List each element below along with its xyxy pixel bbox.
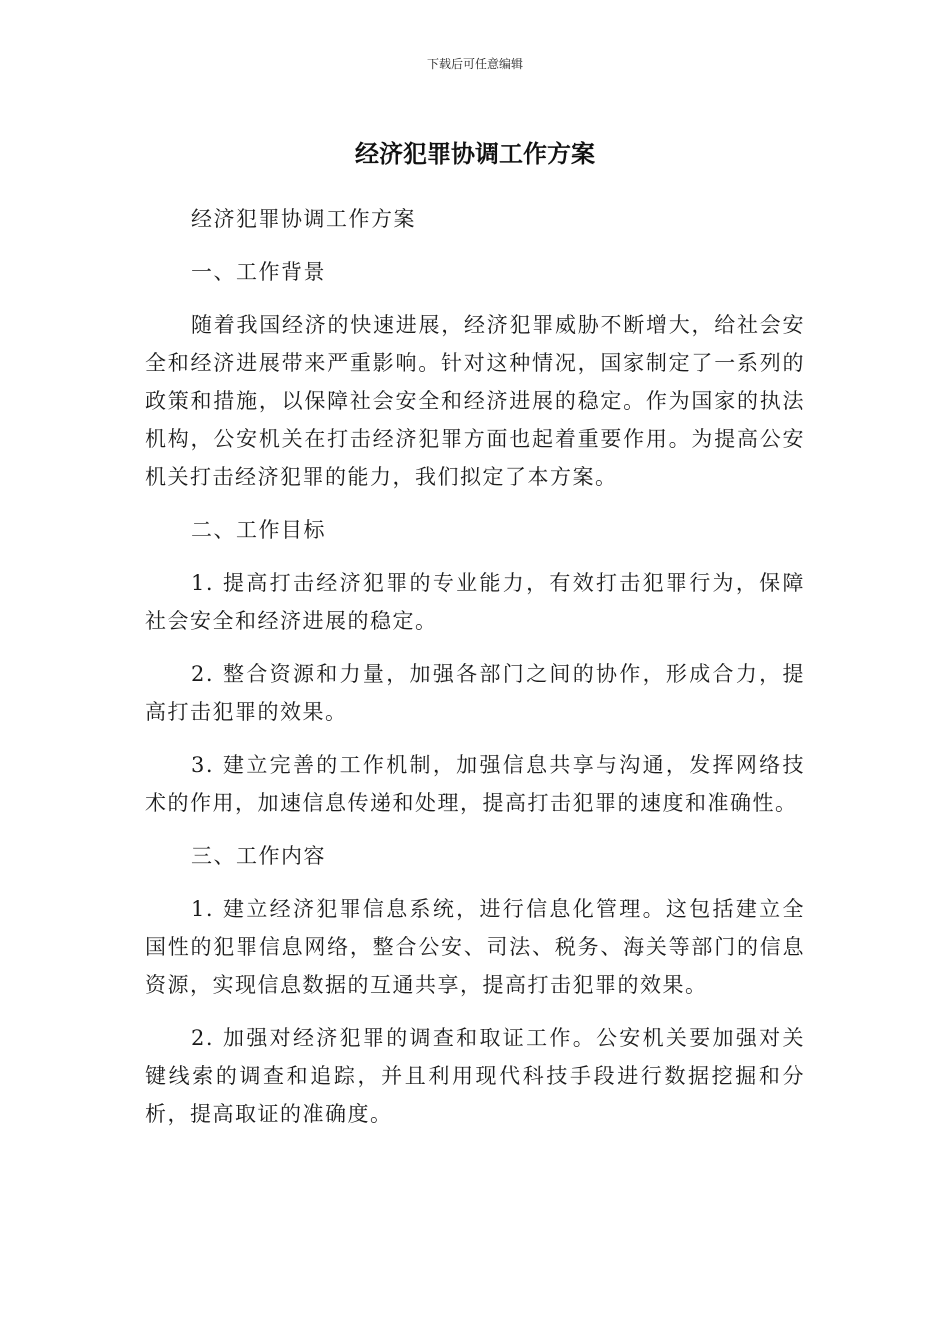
section-heading-goals: 二、工作目标 <box>191 518 326 542</box>
header-note: 下载后可任意编辑 <box>426 57 523 71</box>
content-item-1: 1. 建立经济犯罪信息系统，进行信息化管理。这包括建立全国性的犯罪信息网络，整合公安、司法、税务、海关等部门的信息资源，实现信息数据的互通共享，提高打击犯罪的效果。 <box>145 897 805 997</box>
goal-item-2: 2. 整合资源和力量，加强各部门之间的协作，形成合力，提高打击犯罪的效果。 <box>145 662 805 724</box>
document-title: 经济犯罪协调工作方案 <box>355 140 595 168</box>
subtitle-paragraph: 经济犯罪协调工作方案 <box>191 207 416 231</box>
section-heading-content: 三、工作内容 <box>191 844 326 868</box>
document-body <box>145 200 805 1148</box>
section-heading-background: 一、工作背景 <box>191 260 326 284</box>
goal-item-1: 1. 提高打击经济犯罪的专业能力，有效打击犯罪行为，保障社会安全和经济进展的稳定。 <box>145 571 805 633</box>
goal-item-3: 3. 建立完善的工作机制，加强信息共享与沟通，发挥网络技术的作用，加速信息传递和处理，提高打击犯罪的速度和准确性。 <box>145 753 805 815</box>
background-paragraph: 随着我国经济的快速进展，经济犯罪威胁不断增大，给社会安全和经济进展带来严重影响。针对这种情况，国家制定了一系列的政策和措施，以保障社会安全和经济进展的稳定。作为国家的执法机构，公安机关在打击经济犯罪方面也起着重要作用。为提高公安机关打击经济犯罪的能力，我们拟定了本方案。 <box>145 313 805 489</box>
content-item-2: 2. 加强对经济犯罪的调查和取证工作。公安机关要加强对关键线索的调查和追踪，并且利用现代科技手段进行数据挖掘和分析，提高取证的准确度。 <box>145 1026 805 1126</box>
